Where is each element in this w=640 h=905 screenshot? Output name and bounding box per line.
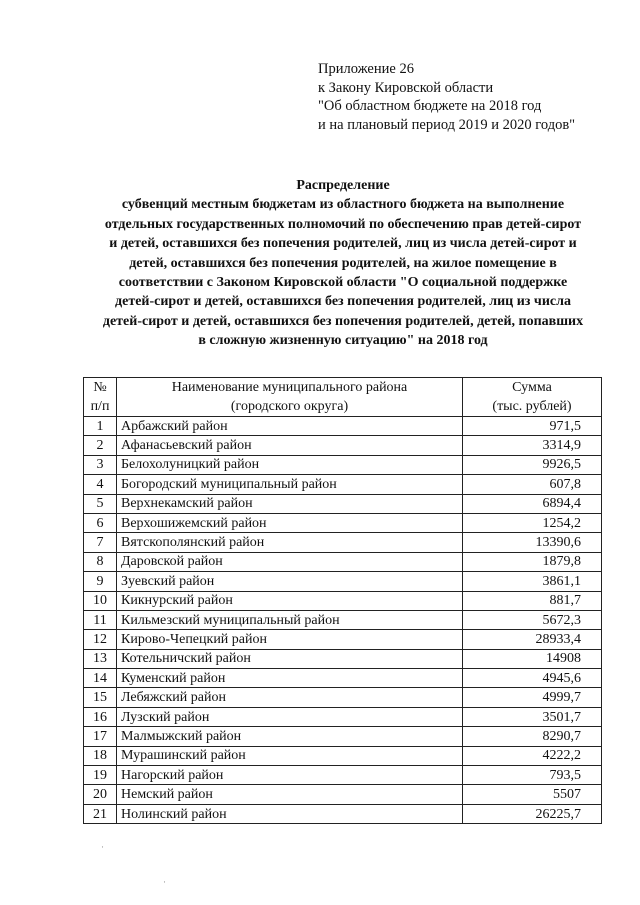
table-row [84, 649, 602, 668]
district-name: Лузский район [117, 707, 463, 726]
subsidy-amount: 971,5 [463, 417, 602, 436]
title-line: отдельных государственных полномочий по обеспечению прав детей-сирот [104, 216, 582, 232]
table-row [84, 475, 602, 494]
district-name: Нагорский район [117, 766, 463, 785]
table-row [84, 436, 602, 455]
district-name: Богородский муниципальный район [117, 475, 463, 494]
subsidy-amount: 28933,4 [463, 630, 602, 649]
row-number: 16 [84, 707, 117, 726]
district-name: Нолинский район [117, 804, 463, 823]
district-name: Верхнекамский район [117, 494, 463, 513]
row-number: 18 [84, 746, 117, 765]
title-line: соответствии с Законом Кировской области "О социальной поддержке [118, 275, 568, 291]
district-name: Мурашинский район [117, 746, 463, 765]
row-number: 1 [84, 417, 117, 436]
appendix-line: Приложение 26 [318, 61, 414, 77]
district-name: Зуевский район [117, 572, 463, 591]
district-name: Немский район [117, 785, 463, 804]
table-row [84, 572, 602, 591]
header-name-line: (городского округа) [230, 399, 349, 414]
row-number: 3 [84, 455, 117, 474]
district-name: Верхошижемский район [117, 513, 463, 532]
subsidy-amount: 3861,1 [463, 572, 602, 591]
district-name: Лебяжский район [117, 688, 463, 707]
district-name: Малмыжский район [117, 727, 463, 746]
row-number: 14 [84, 669, 117, 688]
row-number: 21 [84, 804, 117, 823]
subsidy-amount: 26225,7 [463, 804, 602, 823]
subsidy-amount: 1879,8 [463, 552, 602, 571]
row-number: 15 [84, 688, 117, 707]
header-sum-line: Сумма [512, 380, 552, 395]
subsidy-amount: 14908 [463, 649, 602, 668]
appendix-line: к Закону Кировской области [318, 79, 494, 96]
subsidy-amount: 5507 [463, 785, 602, 804]
row-number: 19 [84, 766, 117, 785]
row-number: 11 [84, 610, 117, 629]
subsidy-amount: 1254,2 [463, 513, 602, 532]
title-line: детей-сирот и детей, оставшихся без попечения родителей, лиц из числа [115, 294, 571, 310]
table-row [84, 417, 602, 436]
title-line: субвенций местным бюджетам из областного бюджета на выполнение [121, 197, 565, 213]
appendix-line: "Об областном бюджете на 2018 год [318, 98, 542, 114]
header-name-line: Наименование муниципального района [171, 380, 408, 395]
row-number: 13 [84, 649, 117, 668]
subsidy-amount: 4222,2 [463, 746, 602, 765]
row-number: 6 [84, 513, 117, 532]
table-row [84, 707, 602, 726]
title-line: детей-сирот и детей, оставшихся без попечения родителей, детей, попавших [102, 313, 584, 329]
header-num [84, 378, 117, 417]
subsidy-amount: 793,5 [463, 766, 602, 785]
row-number: 9 [84, 572, 117, 591]
table-row [84, 785, 602, 804]
document-title [80, 176, 606, 351]
title-line: в сложную жизненную ситуацию" на 2018 год [198, 333, 488, 349]
table-row [84, 513, 602, 532]
table-row [84, 494, 602, 513]
row-number: 17 [84, 727, 117, 746]
district-name: Вятскополянский район [117, 533, 463, 552]
district-name: Белохолуницкий район [117, 455, 463, 474]
table-row [84, 766, 602, 785]
subsidy-amount: 8290,7 [463, 727, 602, 746]
table-row [84, 533, 602, 552]
table-row [84, 552, 602, 571]
row-number: 8 [84, 552, 117, 571]
header-name [117, 378, 463, 417]
table-header [84, 378, 602, 417]
subsidy-amount: 3314,9 [463, 436, 602, 455]
district-name: Кикнурский район [117, 591, 463, 610]
subsidy-amount: 3501,7 [463, 707, 602, 726]
table-row [84, 804, 602, 823]
subsidy-amount: 6894,4 [463, 494, 602, 513]
title-heading: Распределение [296, 178, 390, 193]
row-number: 10 [84, 591, 117, 610]
district-name: Арбажский район [117, 417, 463, 436]
table-row [84, 455, 602, 474]
district-name: Кирово-Чепецкий район [117, 630, 463, 649]
row-number: 5 [84, 494, 117, 513]
subsidy-amount: 4999,7 [463, 688, 602, 707]
subsidy-amount: 607,8 [463, 475, 602, 494]
appendix-line: и на плановый период 2019 и 2020 годов" [318, 116, 576, 133]
row-number: 12 [84, 630, 117, 649]
table-body [84, 417, 602, 824]
subsidy-amount: 9926,5 [463, 455, 602, 474]
header-num-line: № [93, 380, 107, 395]
subsidy-amount: 5672,3 [463, 610, 602, 629]
header-sum [463, 378, 602, 417]
table-row [84, 688, 602, 707]
appendix-block [318, 60, 628, 134]
table-row [84, 630, 602, 649]
subsidy-amount: 881,7 [463, 591, 602, 610]
row-number: 7 [84, 533, 117, 552]
subsidy-table [83, 377, 602, 824]
subsidy-amount: 13390,6 [463, 533, 602, 552]
title-line: и детей, оставшихся без попечения родителей, лиц из числа детей-сирот и [109, 236, 577, 252]
district-name: Афанасьевский район [117, 436, 463, 455]
table-row [84, 669, 602, 688]
district-name: Котельничский район [117, 649, 463, 668]
district-name: Куменский район [117, 669, 463, 688]
scan-artifact: · [163, 877, 166, 887]
row-number: 2 [84, 436, 117, 455]
district-name: Кильмезский муниципальный район [117, 610, 463, 629]
table-row [84, 610, 602, 629]
district-name: Даровской район [117, 552, 463, 571]
table-row [84, 591, 602, 610]
row-number: 4 [84, 475, 117, 494]
header-sum-line: (тыс. рублей) [492, 399, 572, 414]
row-number: 20 [84, 785, 117, 804]
table-row [84, 727, 602, 746]
scan-artifact: · [101, 842, 104, 852]
table-row [84, 746, 602, 765]
header-num-line: п/п [90, 399, 110, 414]
title-line: детей, оставшихся без попечения родителей, на жилое помещение в [129, 255, 557, 271]
subsidy-amount: 4945,6 [463, 669, 602, 688]
